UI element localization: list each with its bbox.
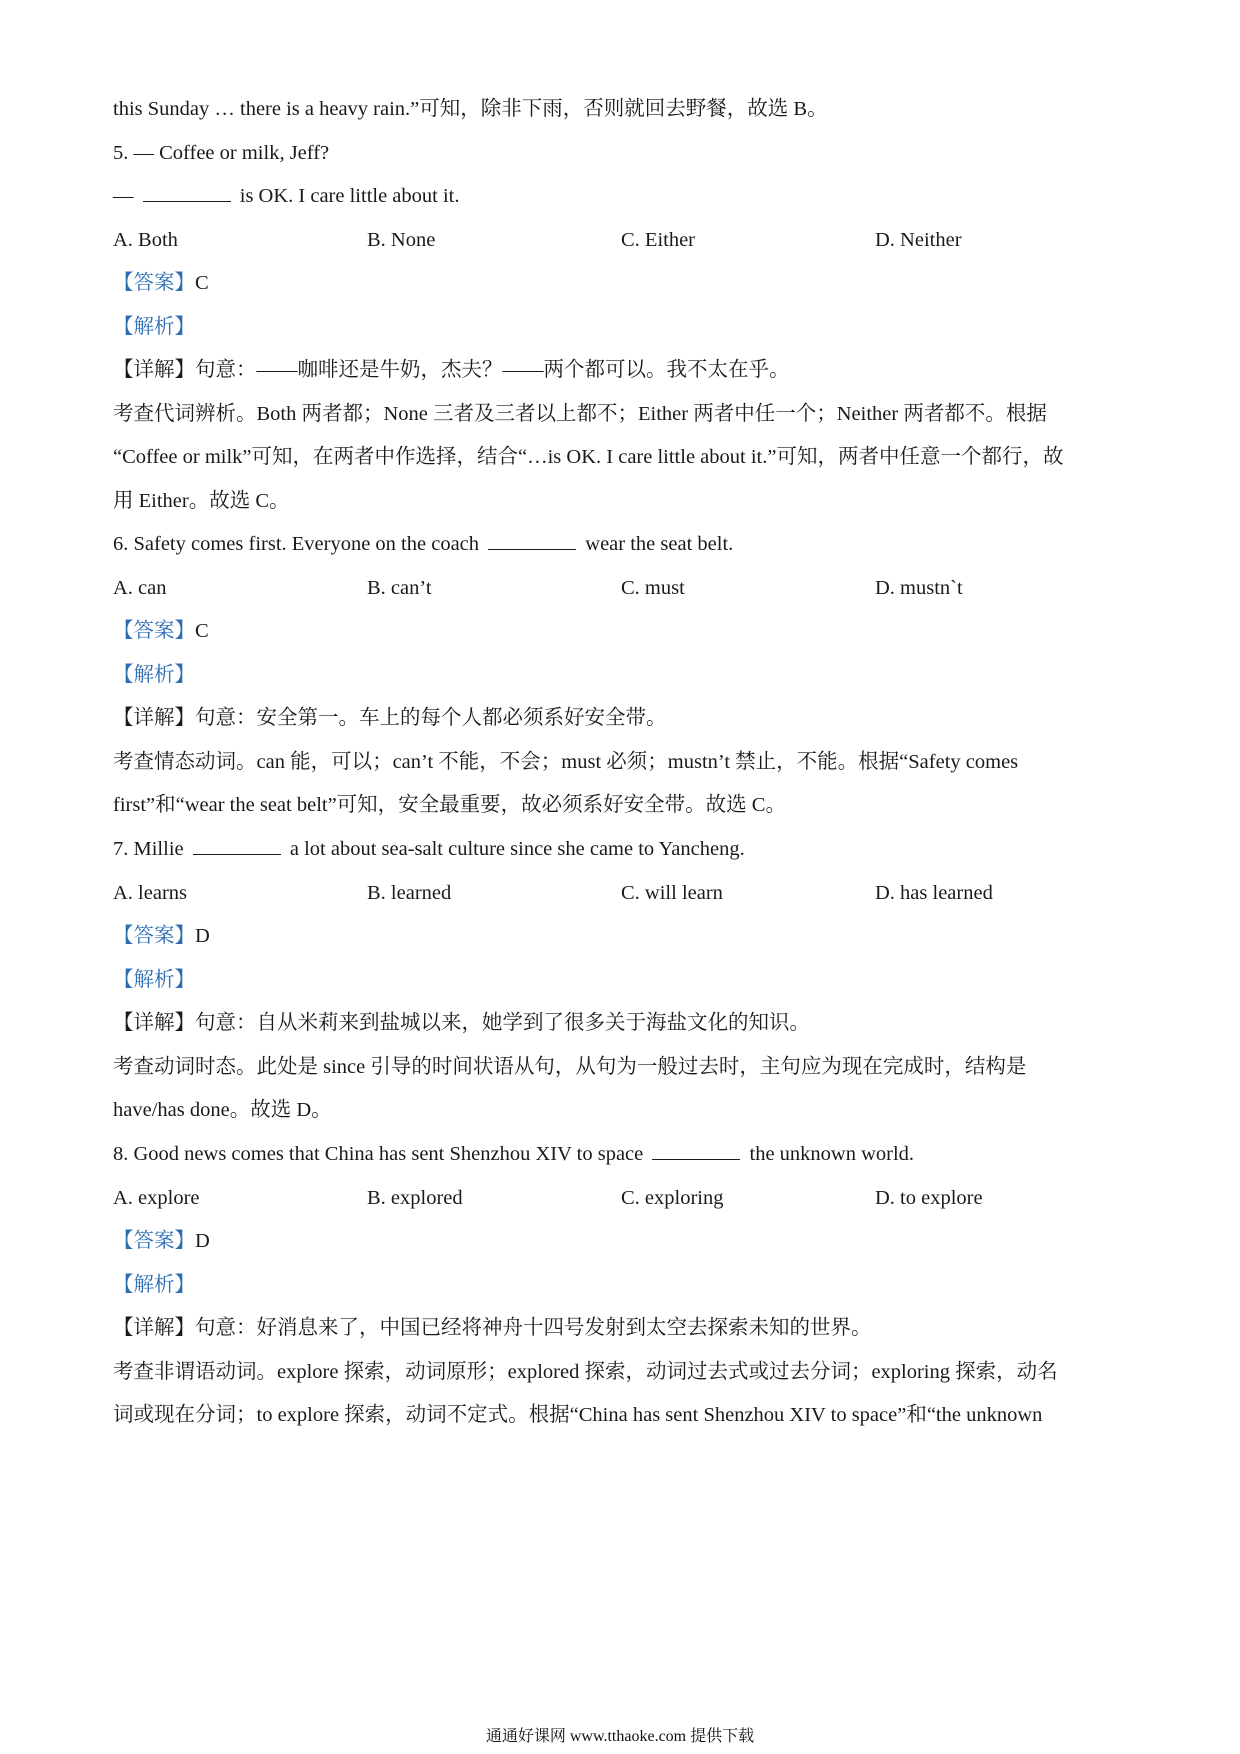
- question-7-stem-end: a lot about sea-salt culture since she came to Yancheng.: [284, 838, 745, 860]
- question-6-option-d: D. mustn`t: [875, 577, 963, 599]
- question-8-stem-start: 8. Good news comes that China has sent Shenzhou XIV to space: [113, 1143, 649, 1165]
- question-8-explanation-line1: 考查非谓语动词。explore 探索，动词原形；explored 探索，动词过去式或过去分词；exploring 探索，动名: [113, 1361, 1058, 1383]
- question-5-stem-rest: is OK. I care little about it.: [234, 185, 460, 207]
- question-5-option-c: C. Either: [621, 229, 696, 251]
- question-7-stem-start: 7. Millie: [113, 838, 189, 860]
- question-8-stem-end: the unknown world.: [744, 1143, 915, 1165]
- question-7-option-c: C. will learn: [621, 882, 723, 904]
- answer-label: 【答案】: [113, 620, 195, 642]
- question-5-explanation-line2: “Coffee or milk”可知，在两者中作选择，结合“…is OK. I care little about it.”可知，两者中任意一个都行，故: [113, 446, 1064, 468]
- question-6-option-a: A. can: [113, 577, 167, 599]
- question-7-stem: [113, 835, 745, 863]
- question-6-answer-value: C: [195, 620, 209, 642]
- question-7-explanation-line1: 考查动词时态。此处是 since 引导的时间状语从句，从句为一般过去时，主句应为现在完成时，结构是: [113, 1056, 1027, 1078]
- question-5-dash: —: [113, 185, 139, 207]
- answer-label: 【答案】: [113, 925, 195, 947]
- question-6-stem-end: wear the seat belt.: [580, 533, 734, 555]
- question-7-option-d: D. has learned: [875, 882, 993, 904]
- question-6-detail: 【详解】句意：安全第一。车上的每个人都必须系好安全带。: [113, 707, 667, 729]
- question-5-detail: 【详解】句意：——咖啡还是牛奶，杰夫？——两个都可以。我不太在乎。: [113, 359, 790, 381]
- question-8-explanation-line2: 词或现在分词；to explore 探索，动词不定式。根据“China has sent Shenzhou XIV to space”和“the unknown: [113, 1404, 1043, 1426]
- question-5-answer-value: C: [195, 272, 209, 294]
- question-6-explanation-line1: 考查情态动词。can 能，可以；can’t 不能，不会；must 必须；mustn’t 禁止，不能。根据“Safety comes: [113, 751, 1019, 773]
- page-footer: 通通好课网 www.tthaoke.com 提供下载: [485, 1728, 755, 1745]
- question-6-option-b: B. can’t: [367, 577, 432, 599]
- question-5-option-b: B. None: [367, 229, 436, 251]
- question-7-answer-value: D: [195, 925, 210, 947]
- intro-line: this Sunday … there is a heavy rain.”可知，除非下雨，否则就回去野餐，故选 B。: [113, 98, 828, 120]
- question-8-option-c: C. exploring: [621, 1187, 724, 1209]
- question-8-blank: [652, 1141, 740, 1160]
- question-5-blank: [143, 183, 231, 202]
- question-7-answer: [113, 922, 210, 950]
- question-6-explanation-line2: first”和“wear the seat belt”可知，安全最重要，故必须系好安全带。故选 C。: [113, 794, 786, 816]
- question-6-stem: [113, 530, 733, 558]
- question-8-option-d: D. to explore: [875, 1187, 983, 1209]
- question-8-stem: [113, 1140, 914, 1168]
- question-5-option-d: D. Neither: [875, 229, 962, 251]
- question-5-stem-line2: [113, 182, 460, 210]
- question-5-stem: 5. — Coffee or milk, Jeff?: [113, 142, 330, 164]
- question-8-answer-value: D: [195, 1230, 210, 1252]
- question-8-detail: 【详解】句意：好消息来了，中国已经将神舟十四号发射到太空去探索未知的世界。: [113, 1317, 872, 1339]
- question-8-option-b: B. explored: [367, 1187, 463, 1209]
- question-7-blank: [193, 836, 281, 855]
- question-5-explanation-line1: 考查代词辨析。Both 两者都；None 三者及三者以上都不；Either 两者中任一个；Neither 两者都不。根据: [113, 403, 1047, 425]
- question-6-blank: [488, 531, 576, 550]
- question-5-answer: [113, 269, 209, 297]
- question-8-analysis-label: 【解析】: [113, 1274, 195, 1296]
- question-7-explanation-line2: have/has done。故选 D。: [113, 1099, 332, 1121]
- question-7-option-a: A. learns: [113, 882, 188, 904]
- question-7-detail: 【详解】句意：自从米莉来到盐城以来，她学到了很多关于海盐文化的知识。: [113, 1012, 810, 1034]
- question-8-option-a: A. explore: [113, 1187, 200, 1209]
- question-7-option-b: B. learned: [367, 882, 452, 904]
- question-5-option-a: A. Both: [113, 229, 178, 251]
- question-5-explanation-line3: 用 Either。故选 C。: [113, 490, 290, 512]
- question-6-stem-start: 6. Safety comes first. Everyone on the coach: [113, 533, 485, 555]
- answer-label: 【答案】: [113, 1230, 195, 1252]
- question-6-option-c: C. must: [621, 577, 685, 599]
- question-6-answer: [113, 617, 209, 645]
- question-7-analysis-label: 【解析】: [113, 969, 195, 991]
- question-6-analysis-label: 【解析】: [113, 664, 195, 686]
- question-8-answer: [113, 1227, 210, 1255]
- question-5-analysis-label: 【解析】: [113, 316, 195, 338]
- answer-label: 【答案】: [113, 272, 195, 294]
